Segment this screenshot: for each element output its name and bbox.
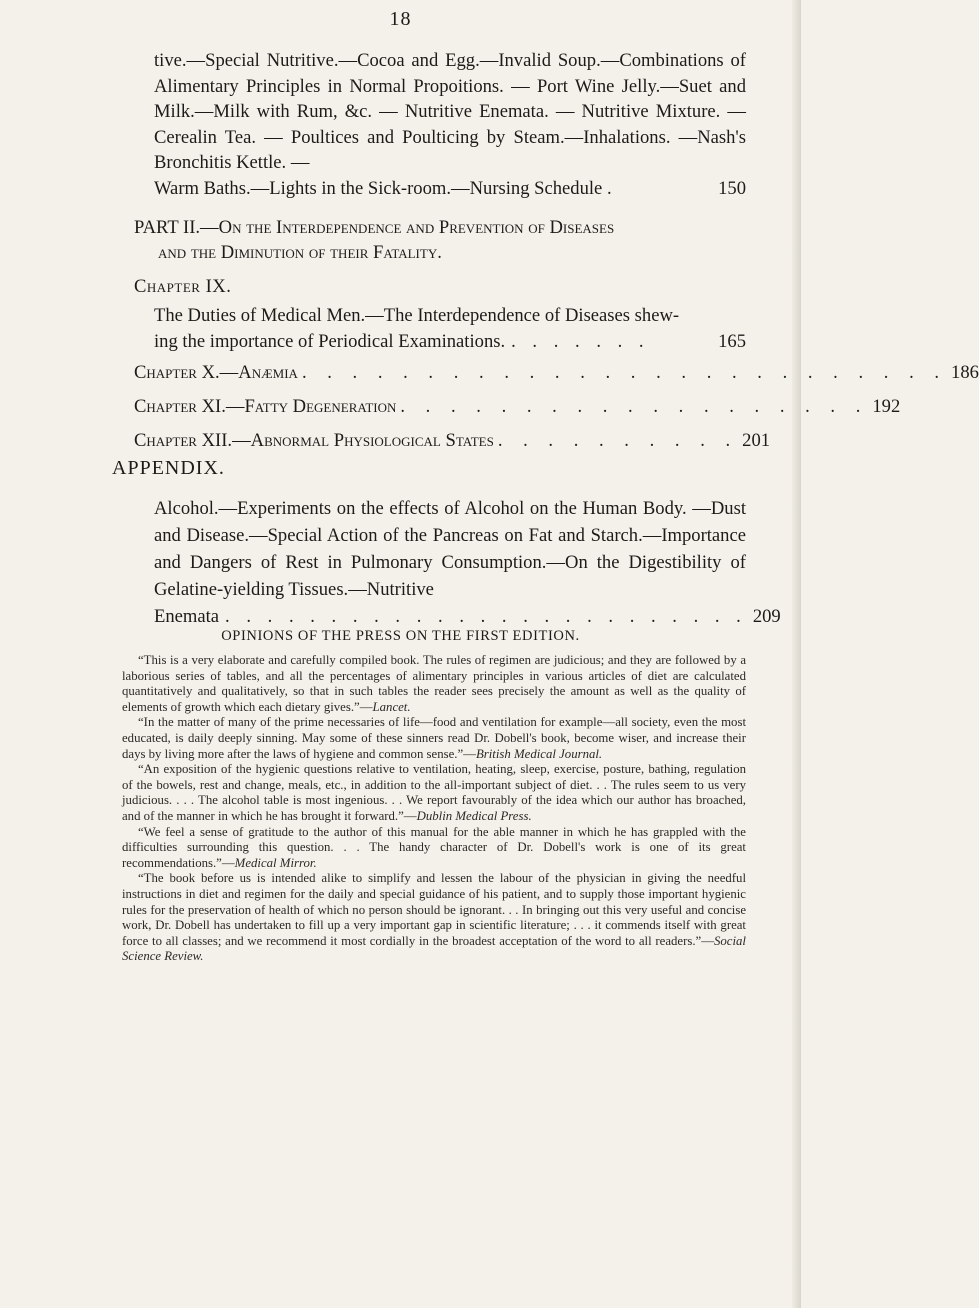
continuation-page: 150 [718, 177, 746, 199]
part-title-line1: On the Interdependence and Prevention of Diseases [218, 217, 615, 238]
continuation-last-line [154, 176, 746, 202]
opinions-heading: OPINIONS OF THE PRESS ON THE FIRST EDITION. [221, 628, 580, 644]
leader-dots: . . . . . . . [511, 331, 650, 352]
chapter-ix-title [154, 303, 746, 355]
part-heading [134, 215, 746, 265]
leader-dots: . . . . . . . . . . [497, 430, 739, 451]
appendix-text: Alcohol.—Experiments on the effects of Alcohol on the Human Body. —Dust and Disease.—Special Action of the Pancreas on Fat and Starch.—Importance and Dangers of Rest in Pulmonary Consumption.—On the Digestibility of Gelatine-yielding Tissues.—Nutritive [154, 498, 746, 600]
press-reviews [122, 653, 746, 965]
review-bmj [122, 715, 746, 762]
review-social-science [122, 871, 746, 965]
continuation-last-text: Warm Baths.—Lights in the Sick-room.—Nursing Schedule . [154, 177, 612, 199]
appendix-last-line [154, 603, 781, 630]
review-source: Medical Mirror. [234, 855, 317, 870]
chapter-x-entry [134, 362, 979, 384]
review-dublin [122, 762, 746, 824]
part-prefix: PART II.— [134, 217, 219, 238]
continuation-text: tive.—Special Nutritive.—Cocoa and Egg.—Invalid Soup.—Combinations of Alimentary Principles in Normal Propoitions. — Port Wine Jelly.—Suet and Milk.—Milk with Rum, &c. — Nutritive Enemata. — Nutritive Mixture. — Cerealin Tea. — Poultices and Poulticing by Steam.—Inhalations. —Nash's Bronchitis Kettle. — [154, 50, 746, 173]
chapter-xii-page: 201 [742, 430, 771, 451]
part-title-line2: and the Diminution of their Fatality. [158, 242, 442, 263]
review-source: Dublin Medical Press. [416, 808, 532, 823]
review-source: Social Science Review. [122, 933, 746, 964]
chapter-xi-entry [134, 396, 901, 418]
contents-continuation [154, 48, 746, 201]
review-mirror [122, 825, 746, 872]
page-edge-shadow [792, 0, 801, 1308]
review-text: “This is a very elaborate and carefully compiled book. The rules of regimen are judicious; and they are followed by a laborious series of tables, and all the percentages of alimentary principles in various articles of diet are calculated quantitatively and qualitatively, so that in such tables the reader sees precisely the amount as well as the quality of elements of growth which each dietary gives.”— [122, 653, 746, 714]
chapter-x-label: Chapter X.—Anæmia [134, 362, 298, 383]
chapter-xii-entry [134, 430, 771, 452]
chapter-ix-title-line2: ing the importance of Periodical Examinations. [154, 331, 506, 352]
chapter-xi-label: Chapter XI.—Fatty Degeneration [134, 396, 397, 417]
appendix-heading: APPENDIX. [112, 457, 225, 479]
leader-dots: . . . . . . . . . . . . . . . . . . . . . . . . . . [301, 362, 948, 383]
appendix-last-text: Enemata [154, 606, 220, 627]
appendix-contents [154, 495, 781, 630]
review-text: “We feel a sense of gratitude to the author of this manual for the able manner in which he has grappled with the difficulties surrounding this question. . . The handy character of Dr. Dobell's work is one of its great recommendations.”— [122, 824, 746, 870]
review-text: “An exposition of the hygienic questions relative to ventilation, heating, sleep, exercise, posture, bathing, regulation of the bowels, rest and change, meals, etc., in addition to the all-important subject of diet. . . The rules seem to us very judicious. . . . The alcohol table is most ingenious. . . We report favourably of the idea which our author has broached, and of the manner in which he has brought it forward.”— [122, 762, 746, 823]
review-source: Lancet. [372, 699, 411, 714]
chapter-x-page: 186 [951, 362, 979, 383]
review-lancet [122, 653, 746, 715]
leader-dots: . . . . . . . . . . . . . . . . . . . . . . . . . [225, 606, 747, 627]
chapter-xi-page: 192 [872, 396, 901, 417]
chapter-xii-label: Chapter XII.—Abnormal Physiological States [134, 430, 494, 451]
chapter-ix-title-line1: The Duties of Medical Men.—The Interdependence of Diseases shew- [154, 305, 680, 326]
review-text: “The book before us is intended alike to simplify and lessen the labour of the physician in giving the needful instructions in diet and regimen for the daily and special guidance of his patient, and to supply those important hygienic rules for the preservation of health of which no person should be ignorant. . . In bringing out this very useful and concise work, Dr. Dobell has undertaken to fill up a very important gap in scientific literature; . . . it commends itself with great force to all classes; and we recommend it most cordially in the broadest acceptation of the word to all readers.”— [122, 871, 746, 948]
chapter-ix-label: Chapter IX. [134, 276, 232, 297]
appendix-page: 209 [752, 606, 781, 627]
leader-dots: . . . . . . . . . . . . . . . . . . . [400, 396, 869, 417]
chapter-ix-title-line2-row [154, 329, 746, 355]
review-text: “In the matter of many of the prime necessaries of life—food and ventilation for example—all society, even the most educated, is daily deeply sinning. May some of these sinners read Dr. Dobell's book, become wiser, and increase their days by living more after the laws of hygiene and common sense.”— [122, 715, 746, 761]
chapter-ix-page: 165 [718, 331, 746, 352]
page-number: 18 [389, 8, 412, 30]
review-source: British Medical Journal. [475, 746, 603, 761]
